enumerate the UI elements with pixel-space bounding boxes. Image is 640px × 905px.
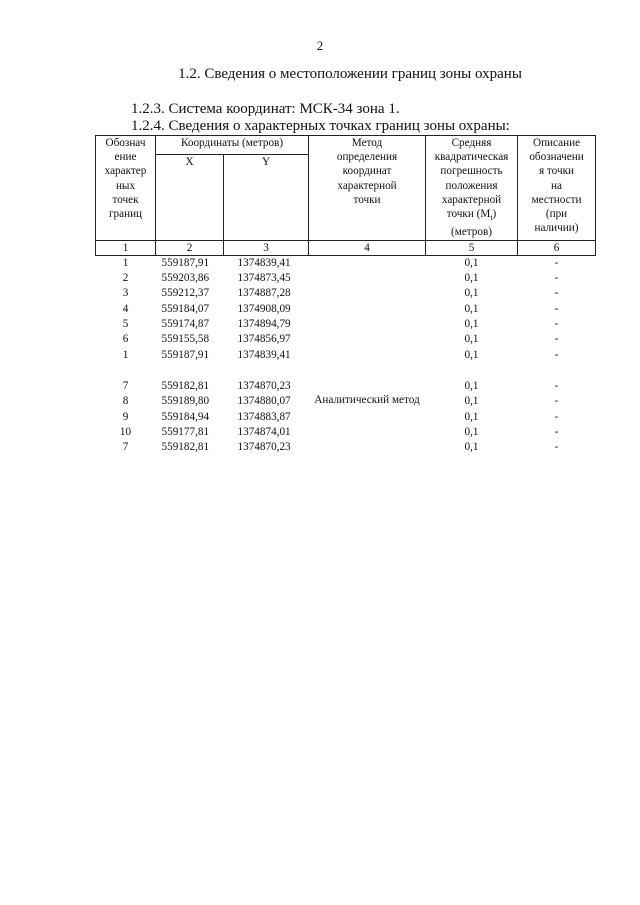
description-value: -: [554, 256, 559, 269]
error-value: 0,1: [464, 272, 479, 285]
x-coordinate: 559212,37: [161, 287, 210, 300]
boundary-points-table: [95, 135, 596, 455]
point-number: 1: [122, 256, 129, 269]
header-point-designation: Обознач ение характер ных точек границ: [96, 136, 156, 241]
error-value: 0,1: [464, 410, 479, 423]
x-coordinate: 559182,81: [161, 441, 210, 454]
error-value: 0,1: [464, 425, 479, 438]
error-value: 0,1: [464, 379, 479, 392]
y-coordinate: 1374887,28: [237, 287, 291, 300]
description-value: -: [554, 348, 559, 361]
point-number: 6: [122, 333, 129, 346]
header-coordinates: Координаты (метров): [156, 136, 309, 155]
point-number: 10: [119, 425, 132, 438]
x-coordinate: 559177,81: [161, 425, 210, 438]
x-coordinate: 559189,80: [161, 395, 210, 408]
y-coordinate: 1374880,07: [237, 395, 291, 408]
point-number: 7: [122, 441, 129, 454]
section-title: 1.2. Сведения о местоположении границ зоны охраны: [178, 66, 522, 82]
column-number: 5: [426, 240, 518, 255]
description-value: -: [554, 272, 559, 285]
column-number: 2: [156, 240, 224, 255]
error-value: 0,1: [464, 287, 479, 300]
y-coordinate: 1374839,41: [237, 348, 291, 361]
description-value: -: [554, 410, 559, 423]
method-value: Аналитический метод: [314, 393, 420, 406]
point-number: 4: [122, 302, 129, 315]
column-number: 3: [224, 240, 309, 255]
coordinate-system-line: 1.2.3. Система координат: МСК-34 зона 1.: [131, 101, 400, 117]
y-coordinate: 1374870,23: [237, 441, 291, 454]
error-value: 0,1: [464, 256, 479, 269]
y-coordinate: 1374856,97: [237, 333, 291, 346]
x-coordinate: 559184,07: [161, 302, 210, 315]
point-number: 8: [122, 395, 129, 408]
header-error: Средняя квадратическая погрешность положения характерной точки $(M_t)$ (метров): [426, 136, 518, 241]
x-coordinate: 559182,81: [161, 379, 210, 392]
y-coordinate: 1374883,87: [237, 410, 291, 423]
header-method: Метод определения координат характерной точки: [309, 136, 426, 241]
points-heading-line: 1.2.4. Сведения о характерных точках границ зоны охраны:: [131, 118, 510, 134]
column-number: 1: [96, 240, 156, 255]
point-number: 7: [122, 379, 129, 392]
x-coordinate: 559187,91: [161, 348, 210, 361]
error-value: 0,1: [464, 441, 479, 454]
description-value: -: [554, 395, 559, 408]
point-number: 9: [122, 410, 129, 423]
y-coordinate: 1374839,41: [237, 256, 291, 269]
header-y: Y: [224, 154, 309, 240]
x-coordinate: 559187,91: [161, 256, 210, 269]
x-coordinate: 559184,94: [161, 410, 210, 423]
point-number: 3: [122, 287, 129, 300]
point-number: 5: [122, 318, 129, 331]
description-value: -: [554, 318, 559, 331]
x-coordinate: 559174,87: [161, 318, 210, 331]
description-value: -: [554, 302, 559, 315]
table-row: [96, 255, 596, 271]
error-value: 0,1: [464, 318, 479, 331]
y-coordinate: 1374894,79: [237, 318, 291, 331]
y-coordinate: 1374870,23: [237, 379, 291, 392]
point-number: 2: [122, 272, 129, 285]
description-value: -: [554, 333, 559, 346]
column-number: 4: [309, 240, 426, 255]
page-number: 2: [316, 38, 324, 53]
point-number: 1: [122, 348, 129, 361]
header-x: X: [156, 154, 224, 240]
header-description: Описание обозначени я точки на местности (при наличии): [518, 136, 596, 241]
description-value: -: [554, 441, 559, 454]
error-value: 0,1: [464, 333, 479, 346]
y-coordinate: 1374874,01: [237, 425, 291, 438]
error-value: 0,1: [464, 302, 479, 315]
y-coordinate: 1374908,09: [237, 302, 291, 315]
error-value: 0,1: [464, 395, 479, 408]
description-value: -: [554, 425, 559, 438]
column-number: 6: [518, 240, 596, 255]
x-coordinate: 559155,58: [161, 333, 210, 346]
x-coordinate: 559203,86: [161, 272, 210, 285]
error-value: 0,1: [464, 348, 479, 361]
description-value: -: [554, 287, 559, 300]
y-coordinate: 1374873,45: [237, 272, 291, 285]
description-value: -: [554, 379, 559, 392]
